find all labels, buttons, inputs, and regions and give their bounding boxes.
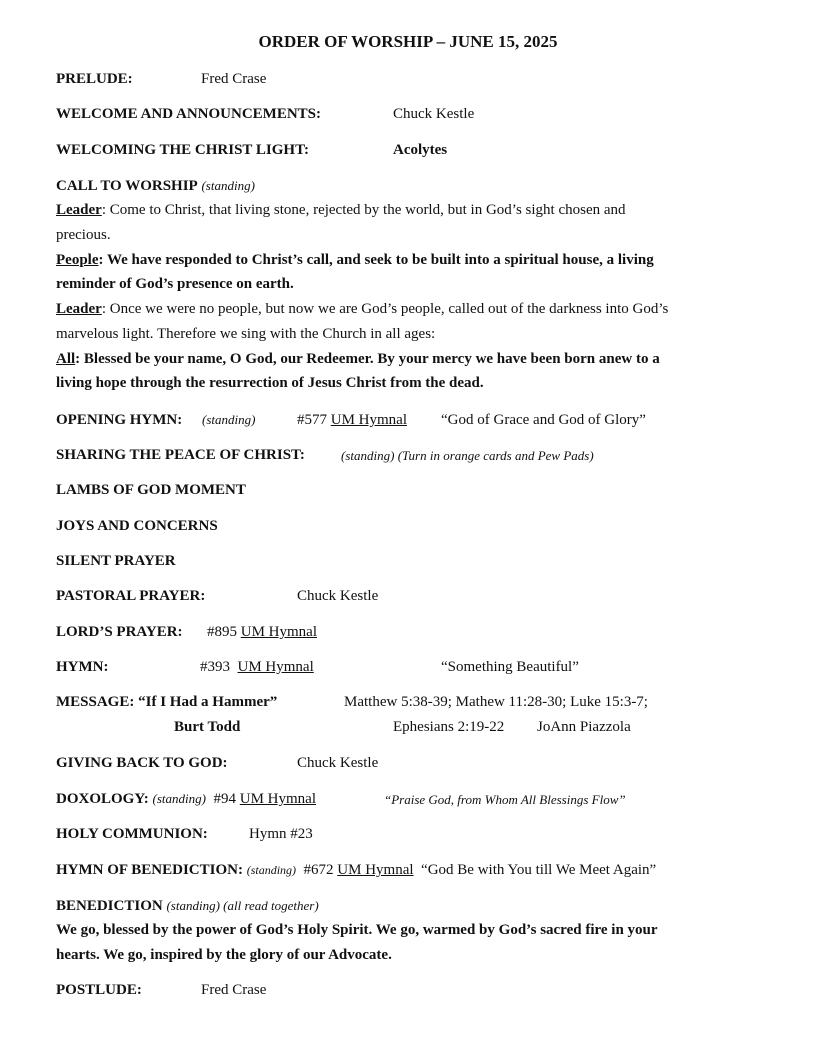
people-text-2: reminder of God’s presence on earth. [56,276,294,292]
message-label: MESSAGE: [56,694,135,710]
opening-hymn-number [297,411,407,429]
message-heading [56,693,277,711]
all-text-1: : Blessed be your name, O God, our Redeemer. By your mercy we have been born anew to a [75,351,660,367]
call-to-worship-heading [56,177,255,195]
hymn-number [200,658,314,676]
doxology-label: DOXOLOGY: [56,791,149,807]
lords-prayer-book: UM Hymnal [240,624,317,640]
welcome-name: Chuck Kestle [393,106,475,122]
people-text-1: : We have responded to Christ’s call, and seek to be built into a spiritual house, a living [98,252,654,268]
hymn-book: UM Hymnal [237,659,314,675]
giving-name: Chuck Kestle [297,755,379,771]
opening-hymn-song: “God of Grace and God of Glory” [441,412,646,428]
call-to-worship-note: (standing) [201,178,255,193]
hymn-song: “Something Beautiful” [441,659,579,675]
welcome-label: WELCOME AND ANNOUNCEMENTS: [56,106,322,122]
all-label: All [56,351,76,367]
hymn-label: HYMN: [56,659,109,675]
benediction-text-1: We go, blessed by the power of God’s Holy Spirit. We go, warmed by God’s sacred fire in your [56,922,658,938]
benediction-text-2: hearts. We go, inspired by the glory of our Advocate. [56,947,392,963]
leader1-text-2: precious. [56,227,111,243]
prelude-name: Fred Crase [201,71,267,87]
doxology-song: “Praise God, from Whom All Blessings Flow” [384,792,626,807]
benediction-label: BENEDICTION [56,898,163,914]
opening-hymn-book: UM Hymnal [330,412,407,428]
benediction-hymn-label: HYMN OF BENEDICTION: [56,862,243,878]
leader2-text-1: : Once we were no people, but now we are God’s people, called out of the darkness into God’s [101,301,669,317]
prelude-label: PRELUDE: [56,71,133,87]
peace-label: SHARING THE PEACE OF CHRIST: [56,447,305,463]
doxology-line [56,790,316,808]
benediction-hymn-line [56,861,656,879]
doxology-book: UM Hymnal [239,791,316,807]
benediction-hymn-num: #672 [303,862,334,878]
call-to-worship-label: CALL TO WORSHIP [56,178,198,194]
benediction-hymn-book: UM Hymnal [337,862,414,878]
all-text-2: living hope through the resurrection of Jesus Christ from the dead. [56,375,484,391]
leader-label-2: Leader [56,301,102,317]
pastoral-prayer-name: Chuck Kestle [297,588,379,604]
peace-note: (standing) (Turn in orange cards and Pew Pads) [341,448,594,463]
opening-hymn-num: #577 [297,412,327,428]
all-line-1 [56,350,660,368]
benediction-note: (standing) (all read together) [166,898,319,913]
benediction-heading [56,897,319,915]
benediction-hymn-song: “God Be with You till We Meet Again” [421,862,657,878]
leader-line-1 [56,201,626,219]
silent-prayer-label: SILENT PRAYER [56,553,176,569]
communion-label: HOLY COMMUNION: [56,826,208,842]
christ-light-label: WELCOMING THE CHRIST LIGHT: [56,142,309,158]
speaker-name: Burt Todd [174,719,241,735]
scripture-line-2: Ephesians 2:19-22 [393,719,505,735]
communion-hymn: Hymn #23 [249,826,313,842]
leader1-text-1: : Come to Christ, that living stone, rejected by the world, but in God’s sight chosen and [101,202,626,218]
opening-hymn-label: OPENING HYMN: [56,412,183,428]
lambs-label: LAMBS OF GOD MOMENT [56,482,246,498]
opening-hymn-note: (standing) [202,412,256,427]
lords-prayer-num: #895 [207,624,237,640]
benediction-hymn-note: (standing) [246,863,297,877]
postlude-name: Fred Crase [201,982,267,998]
giving-label: GIVING BACK TO GOD: [56,755,228,771]
people-line-1 [56,251,654,269]
joys-label: JOYS AND CONCERNS [56,518,218,534]
reader-name: JoAnn Piazzola [537,719,631,735]
lords-prayer-label: LORD’S PRAYER: [56,624,183,640]
leader2-text-2: marvelous light. Therefore we sing with the Church in all ages: [56,326,436,342]
people-label: People [56,252,99,268]
doxology-note: (standing) [152,791,206,806]
leader-line-2 [56,300,668,318]
page-title: ORDER OF WORSHIP – JUNE 15, 2025 [258,32,558,51]
sermon-title: “If I Had a Hammer” [138,694,278,710]
leader-label: Leader [56,202,102,218]
hymn-num: #393 [200,659,230,675]
lords-prayer-number [207,623,317,641]
pastoral-prayer-label: PASTORAL PRAYER: [56,588,206,604]
christ-light-name: Acolytes [393,142,448,158]
scripture-line-1: Matthew 5:38-39; Mathew 11:28-30; Luke 15:3-7; [344,694,648,710]
doxology-num: #94 [213,791,236,807]
postlude-label: POSTLUDE: [56,982,142,998]
